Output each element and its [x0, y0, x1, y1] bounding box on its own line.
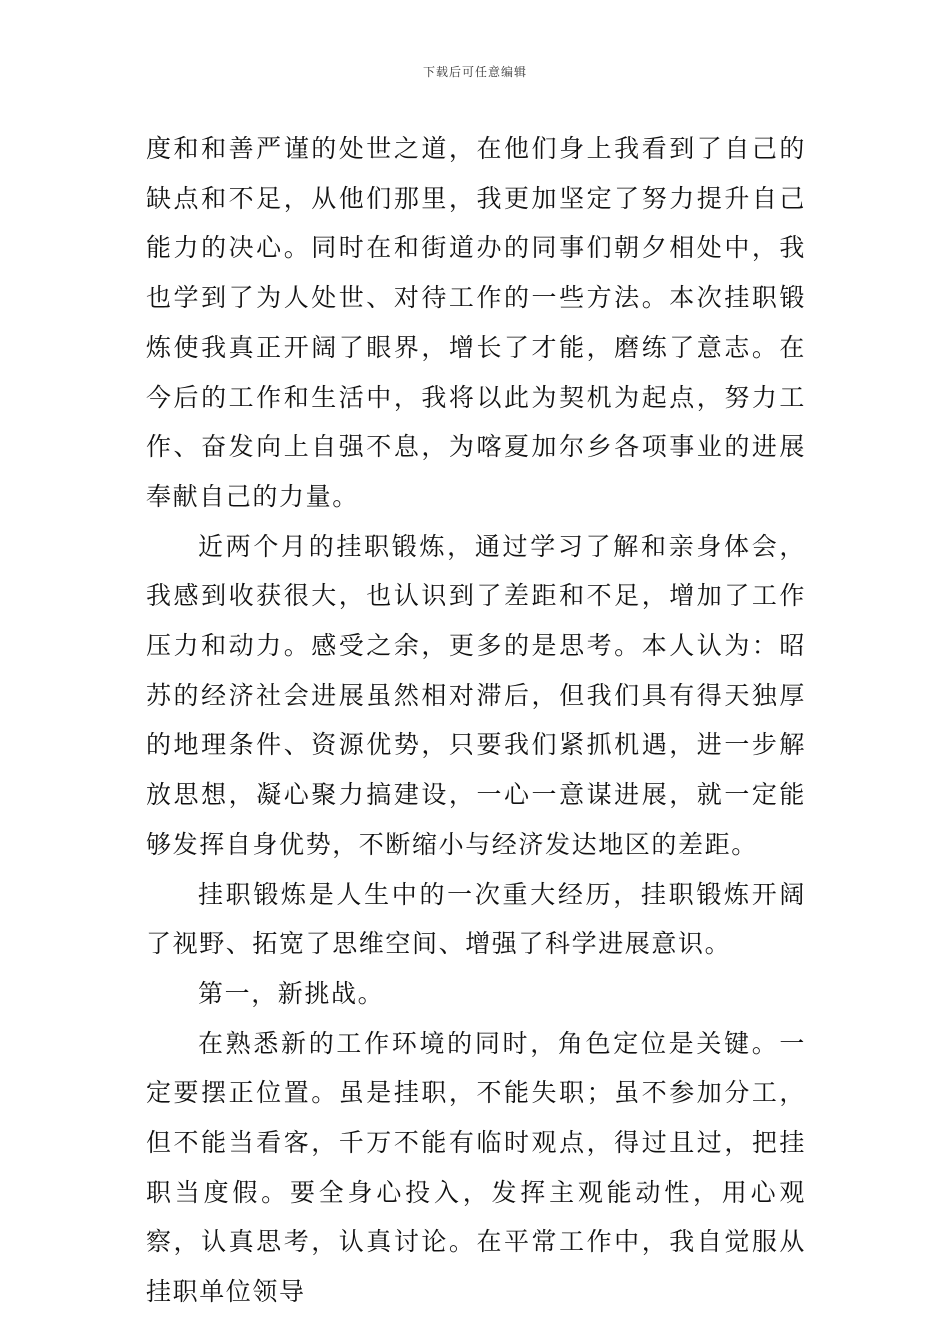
document-body — [146, 124, 806, 1317]
section-heading-first: 第一，新挑战。 — [198, 978, 385, 1008]
paragraph-2: 近两个月的挂职锻炼，通过学习了解和亲身体会，我感到收获很大，也认识到了差距和不足，增加了工作压力和动力。感受之余，更多的是思考。本人认为：昭苏的经济社会进展虽然相对滞后，但我们具有得天独厚的地理条件、资源优势，只要我们紧抓机遇，进一步解放思想，凝心聚力搞建设，一心一意谋进展，就一定能够发挥自身优势，不断缩小与经济发达地区的差距。 — [146, 531, 806, 859]
paragraph-4: 在熟悉新的工作环境的同时，角色定位是关键。一定要摆正位置。虽是挂职，不能失职；虽不参加分工，但不能当看客，千万不能有临时观点，得过且过，把挂职当度假。要全身心投入，发挥主观能动性，用心观察，认真思考，认真讨论。在平常工作中，我自觉服从挂职单位领导 — [146, 1028, 806, 1307]
paragraph-3: 挂职锻炼是人生中的一次重大经历，挂职锻炼开阔了视野、拓宽了思维空间、增强了科学进展意识。 — [146, 879, 806, 959]
paragraph-1: 度和和善严谨的处世之道，在他们身上我看到了自己的缺点和不足，从他们那里，我更加坚定了努力提升自己能力的决心。同时在和街道办的同事们朝夕相处中，我也学到了为人处世、对待工作的一些方法。本次挂职锻炼使我真正开阔了眼界，增长了才能，磨练了意志。在今后的工作和生活中，我将以此为契机为起点，努力工作、奋发向上自强不息，为喀夏加尔乡各项事业的进展奉献自己的力量。 — [146, 134, 806, 511]
page-header: 下载后可任意编辑 — [422, 65, 527, 79]
